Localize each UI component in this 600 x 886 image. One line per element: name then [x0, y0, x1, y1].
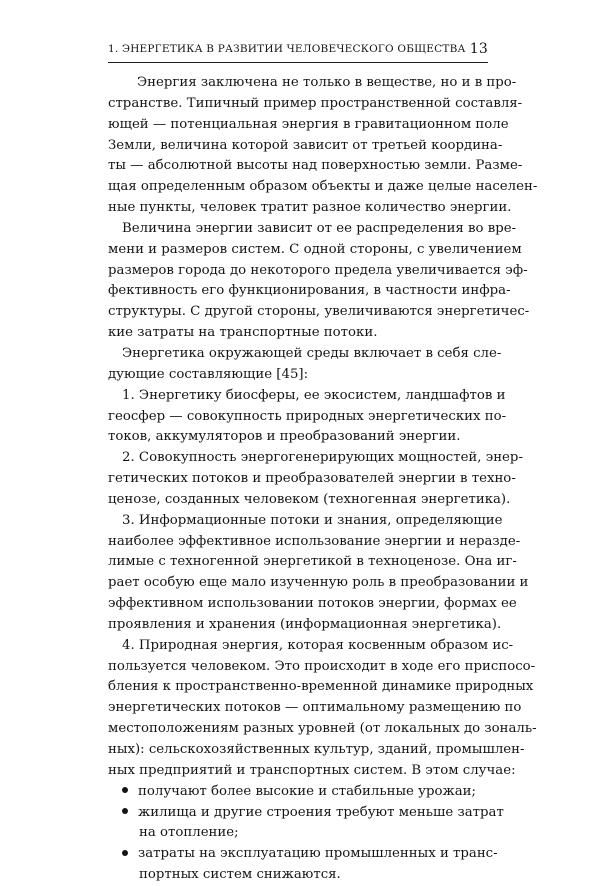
bullet-item — [108, 782, 488, 803]
bullet-icon — [122, 850, 128, 856]
header-rule — [108, 62, 488, 63]
text-line: Земли, величина которой зависит от третьей координа- — [108, 137, 503, 153]
text-line: токов, аккумуляторов и преобразований энергии. — [108, 429, 461, 445]
text-line: щая определенным образом объекты и даже целые населен- — [108, 179, 538, 195]
text-line: бления к пространственно-временной динамике природных — [108, 679, 534, 695]
text-line: наиболее эффективное использование энергии и неразде- — [108, 533, 521, 549]
page-number: 13 — [469, 41, 488, 57]
text-line: размеров города до некоторого предела увеличивается эф- — [108, 262, 528, 278]
text-line: гетических потоков и преобразователей энергии в техно- — [108, 471, 516, 487]
bullet-icon — [122, 787, 128, 793]
text-line: дующие составляющие [45]: — [108, 366, 309, 382]
text-line: эффективном использовании потоков энергии, формах ее — [108, 596, 517, 612]
text-line: энергетических потоков — оптимальному размещению по — [108, 700, 522, 716]
bullet-text: получают более высокие и стабильные урожаи; — [138, 783, 476, 799]
text-line: лимые с техногенной энергетикой в техноценозе. Она иг- — [108, 554, 517, 570]
text-line: структуры. С другой стороны, увеличиваются энергетичес- — [108, 304, 530, 320]
text-line: ных): сельскохозяйственных культур, зданий, промышлен- — [108, 742, 525, 757]
text-line: геосфер — совокупность природных энергетических по- — [108, 408, 507, 424]
text-line: Энергетика окружающей среды включает в себя сле- — [122, 345, 502, 361]
bullet-text: затраты на эксплуатацию промышленных и транс- — [138, 846, 498, 862]
text-line: ценозе, созданных человеком (техногенная энергетика). — [108, 491, 511, 507]
bullet-icon — [122, 808, 128, 814]
text-line: ные пункты, человек тратит разное количество энергии. — [108, 200, 512, 216]
bullet-item — [108, 844, 498, 865]
text-line: Величина энергии зависит от ее распределения во вре- — [122, 220, 517, 236]
text-line: странстве. Типичный пример пространственной составля- — [108, 95, 523, 111]
running-header — [108, 43, 488, 59]
bullet-continuation: на отопление; — [139, 825, 239, 841]
body-text — [108, 73, 538, 886]
text-line: 1. Энергетику биосферы, ее экосистем, ландшафтов и — [122, 387, 506, 403]
text-line: 2. Совокупность энергогенерирующих мощностей, энер- — [122, 450, 523, 466]
text-line: ных предприятий и транспортных систем. В этом случае: — [108, 762, 516, 778]
text-line: рает особую еще мало изученную роль в преобразовании и — [108, 575, 529, 591]
text-line: мени и размеров систем. С одной стороны, с увеличением — [108, 241, 522, 257]
text-line: проявления и хранения (информационная энергетика). — [108, 616, 502, 632]
text-line: ющей — потенциальная энергия в гравитационном поле — [108, 116, 509, 132]
text-line: фективность его функционирования, в частности инфра- — [108, 283, 511, 299]
bullet-item — [108, 803, 504, 824]
text-line: ты — абсолютной высоты над поверхностью земли. Разме- — [108, 158, 523, 174]
text-line: 3. Информационные потоки и знания, определяющие — [122, 512, 503, 528]
bullet-text: жилища и другие строения требуют меньше затрат — [138, 804, 504, 820]
text-line: местоположениям разных уровней (от локальных до зональ- — [108, 721, 537, 737]
text-line: пользуется человеком. Это происходит в ходе его приспосо- — [108, 658, 536, 674]
bullet-continuation: портных систем снижаются. — [139, 867, 341, 883]
chapter-title: 1. ЭНЕРГЕТИКА В РАЗВИТИИ ЧЕЛОВЕЧЕСКОГО ОБЩЕСТВА — [108, 43, 466, 55]
text-line: кие затраты на транспортные потоки. — [108, 325, 378, 341]
text-line: 4. Природная энергия, которая косвенным образом ис- — [122, 637, 514, 653]
text-line: Энергия заключена не только в веществе, но и в про- — [137, 75, 517, 90]
